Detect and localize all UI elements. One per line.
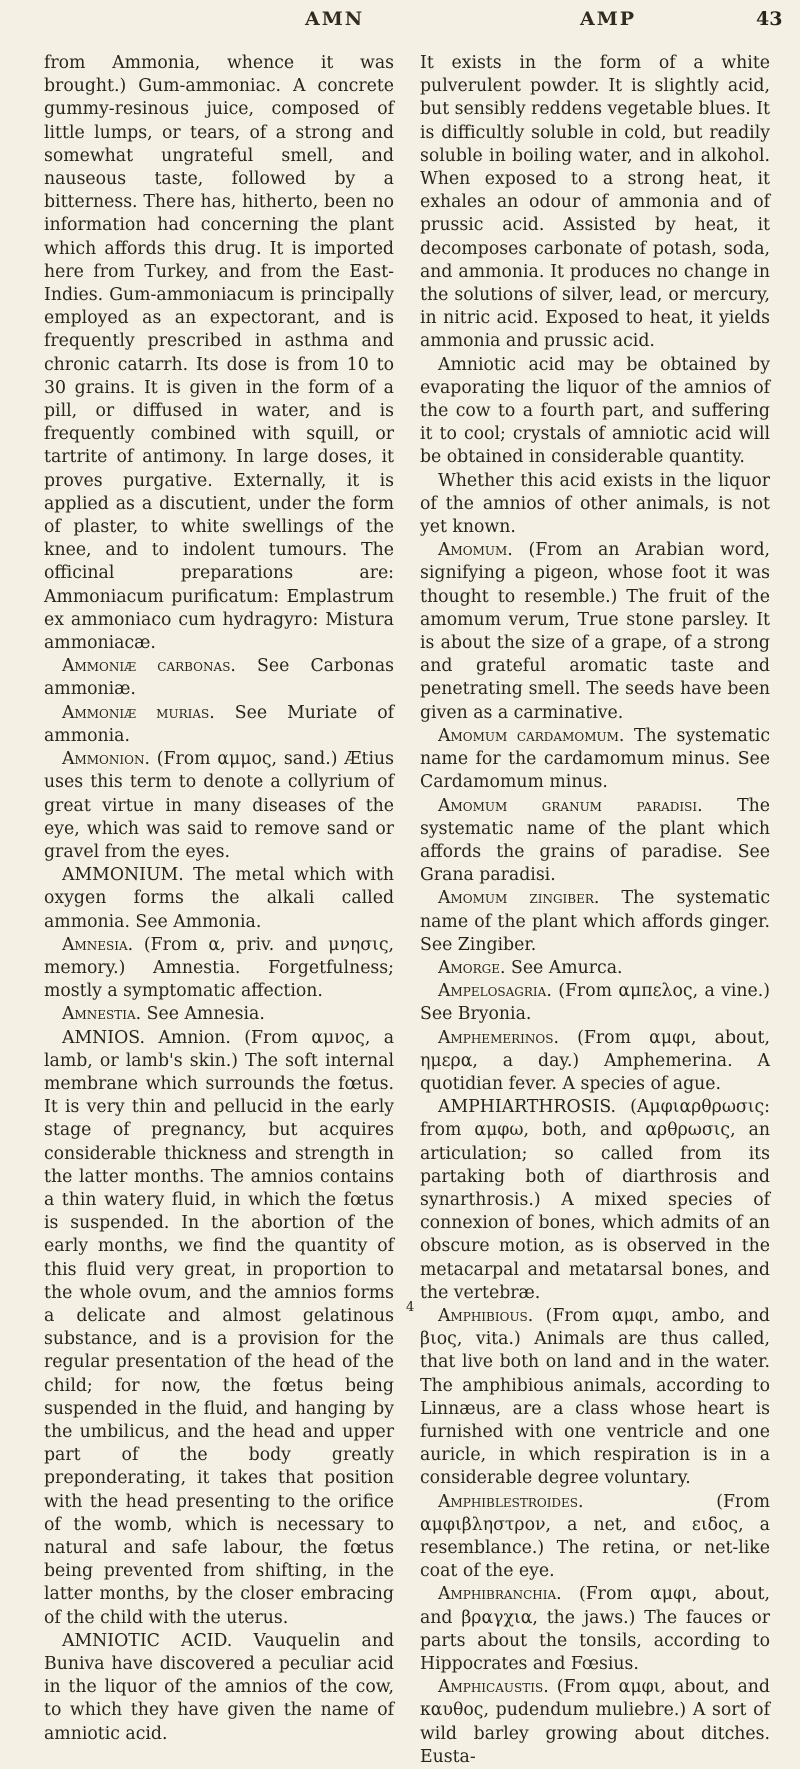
- dictionary-entry: [44, 864, 394, 934]
- dictionary-entry: [420, 887, 770, 957]
- entry-text: See Amnesia.: [146, 1004, 265, 1025]
- entry-headword: Ammoniæ carbonas.: [62, 656, 236, 677]
- entry-headword: Amphibranchia.: [438, 1584, 562, 1605]
- dictionary-entry: [420, 1676, 770, 1769]
- running-header: [0, 0, 800, 55]
- left-running-headword: AMN: [305, 8, 365, 30]
- dictionary-entry: [44, 934, 394, 1004]
- entry-headword: Amphicaustis.: [438, 1677, 549, 1698]
- signature-mark: 4: [406, 1300, 415, 1315]
- entry-text: Whether this acid exists in the liquor of the amnios of other animals, is not yet known.: [420, 470, 770, 538]
- dictionary-entry: [420, 539, 770, 725]
- dictionary-entry: [420, 1027, 770, 1097]
- dictionary-entry: [420, 1491, 770, 1584]
- entry-headword: Amphiblestroides.: [438, 1491, 584, 1512]
- entry-headword: Amnesia.: [62, 934, 134, 955]
- page-number: 43: [756, 8, 783, 30]
- continued-paragraph: [420, 52, 770, 354]
- entry-text: Amnion. (From αμνος, a lamb, or lamb's skin.) The soft internal membrane which surrounds the fœtus. It is very thin and pellucid in the early stage of pregnancy, but acquires considerable thickness and strength in the latter months. The amnios contains a thin watery fluid, in which the fœtus is suspended. In the abortion of the early months, we find the quantity of this fluid very great, in proportion to the whole ovum, and the amnios forms a delicate and almost gelatinous substance, and is a provision for the regular presentation of the head of the child; for now, the fœtus being suspended in the fluid, and hanging by the umbilicus, and the head and upper part of the body greatly preponderating, it takes that position with the head presenting to the orifice of the womb, which is necessary to natural and safe labour, the fœtus being prevented from shifting, in the latter months, by the closer embracing of the child with the uterus.: [44, 1027, 394, 1628]
- entry-text: from Ammonia, whence it was brought.) Gum-ammoniac. A concrete gummy-resinous juice, composed of little lumps, or tears, of a strong and somewhat ungrateful smell, and nauseous taste, followed by a bitterness. There has, hitherto, been no information had concerning the plant which affords this drug. It is imported here from Turkey, and from the East-Indies. Gum-ammoniacum is principally employed as an expectorant, and is frequently prescribed in asthma and chronic catarrh. Its dose is from 10 to 30 grains. It is given in the form of a pill, or diffused in water, and is frequently combined with squill, or tartrite of antimony. In large doses, it proves purgative. Externally, it is applied as a discutient, under the form of plaster, to white swellings of the knee, and to indolent tumours. The officinal preparations are: Ammoniacum purificatum: Emplastrum ex ammoniaco cum hydragyro: Mistura ammoniacæ.: [44, 53, 394, 654]
- entry-text: The metal which with oxygen forms the alkali called ammonia. See Ammonia.: [44, 865, 395, 932]
- entry-headword: Amomum zingiber.: [438, 888, 600, 909]
- dictionary-entry: [44, 1630, 394, 1746]
- right-column: [420, 52, 770, 1769]
- entry-headword: Amphibious.: [438, 1305, 534, 1326]
- entry-text: See Carbonas ammoniæ.: [44, 656, 394, 700]
- dictionary-entry: [420, 795, 770, 888]
- entry-text: Amniotic acid may be obtained by evaporating the liquor of the amnios of the cow to a fourth part, and suffering it to cool; crystals of amniotic acid will be obtained in considerable quantity.: [420, 354, 770, 468]
- entry-headword: Amorge.: [438, 957, 506, 978]
- entry-text: It exists in the form of a white pulverulent powder. It is slightly acid, but sensibly reddens vegetable blues. It is difficultly soluble in cold, but readily soluble in boiling water, and in alkohol. When exposed to a strong heat, it exhales an odour of ammonia and of prussic acid. Assisted by heat, it decomposes carbonate of potash, soda, and ammonia. It produces no change in the solutions of silver, lead, or mercury, in nitric acid. Exposed to heat, it yields ammonia and prussic acid.: [420, 53, 770, 352]
- left-column: [44, 52, 394, 1746]
- dictionary-entry: [420, 1096, 770, 1305]
- dictionary-entry: [420, 1583, 770, 1676]
- entry-text: (From αμφιβληστρον, a net, and ειδος, a resemblance.) The retina, or net-like coat of the eye.: [420, 1491, 770, 1582]
- entry-headword: Amphemerinos.: [438, 1027, 559, 1048]
- entry-text: (From αμφι, about, ημερα, a day.) Amphemerina. A quotidian fever. A species of ague.: [420, 1027, 770, 1094]
- entry-text: (From an Arabian word, signifying a pigeon, whose foot it was thought to resemble.) The fruit of the amomum verum, True stone parsley. It is about the size of a grape, of a strong and grateful aromatic taste and penetrating smell. The seeds have been given as a carminative.: [420, 540, 770, 723]
- dictionary-entry: [44, 1003, 394, 1026]
- entry-text: (From αμφι, about, and καυθος, pudendum muliebre.) A sort of wild barley growing about ditches. Eusta-: [420, 1677, 770, 1767]
- entry-headword: AMNIOS.: [62, 1027, 146, 1048]
- entry-text: (From αμπελος, a vine.) See Bryonia.: [420, 981, 770, 1025]
- dictionary-entry: [420, 354, 770, 470]
- dictionary-entry: [44, 655, 394, 701]
- entry-text: See Muriate of ammonia.: [44, 702, 394, 746]
- entry-text: (From αμφι, ambo, and βιος, vita.) Animals are thus called, that live both on land and in the water. The amphibious animals, according to Linnæus, are a class whose heart is furnished with one ventricle and one auricle, in which respiration is in a considerable degree voluntary.: [420, 1305, 770, 1489]
- dictionary-entry: [44, 1027, 394, 1630]
- entry-text: (From αμφι, about, and βραγχια, the jaws.) The fauces or parts about the tonsils, according to Hippocrates and Fœsius.: [420, 1584, 770, 1675]
- entry-headword: Amomum granum paradisi.: [438, 795, 703, 816]
- dictionary-entry: [420, 725, 770, 795]
- entry-text: (From α, priv. and μνησις, memory.) Amnestia. Forgetfulness; mostly a symptomatic affection.: [44, 934, 394, 1002]
- entry-text: (From αμμος, sand.) Ætius uses this term to denote a collyrium of great virtue in many diseases of the eye, which was said to remove sand or gravel from the eyes.: [44, 749, 394, 862]
- entry-headword: Amomum cardamomum.: [438, 725, 625, 746]
- dictionary-entry: [420, 980, 770, 1026]
- entry-text: Vauquelin and Buniva have discovered a peculiar acid in the liquor of the amnios of the cow, to which they have given the name of amniotic acid.: [44, 1630, 395, 1744]
- dictionary-entry: [44, 702, 394, 748]
- entry-headword: AMPHIARTHROSIS.: [438, 1097, 617, 1118]
- continued-paragraph: [44, 52, 394, 655]
- entry-text: The systematic name for the cardamomum minus. See Cardamomum minus.: [420, 725, 771, 793]
- entry-text: See Amurca.: [510, 957, 623, 978]
- entry-text: The systematic name of the plant which affords the grains of paradise. See Grana paradisi.: [420, 795, 771, 886]
- dictionary-entry: [44, 748, 394, 864]
- entry-text: (Αμφιαρθρωσις: from αμφω, both, and αρθρωσις, an articulation; so called from its partaking both of diarthrosis and synarthrosis.) A mixed species of connexion of bones, which admits of an obscure motion, as is observed in the metacarpal and metatarsal bones, and the vertebræ.: [420, 1097, 770, 1303]
- dictionary-entry: [420, 957, 770, 980]
- entry-headword: AMNIOTIC ACID.: [62, 1630, 233, 1651]
- entry-headword: AMMONIUM.: [62, 865, 184, 886]
- entry-headword: Ammoniæ murias.: [62, 702, 215, 723]
- dictionary-entry: [420, 470, 770, 540]
- right-running-headword: AMP: [580, 8, 637, 30]
- entry-text: The systematic name of the plant which affords ginger. See Zingiber.: [420, 888, 771, 955]
- entry-headword: Ampelosagria.: [438, 981, 552, 1002]
- entry-headword: Ammonion.: [62, 749, 150, 770]
- entry-headword: Amomum.: [438, 540, 513, 561]
- entry-headword: Amnestia.: [62, 1004, 142, 1025]
- dictionary-entry: [420, 1305, 770, 1491]
